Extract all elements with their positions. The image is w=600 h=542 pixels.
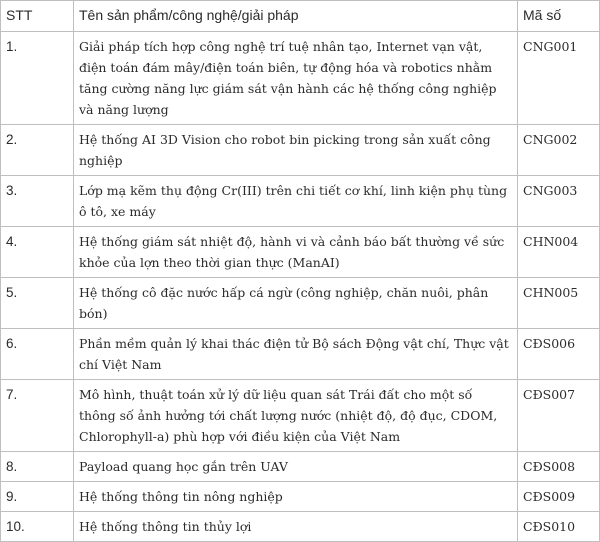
- table-row: [1, 227, 600, 278]
- row-code: CĐS006: [518, 329, 600, 380]
- row-code: CĐS009: [518, 482, 600, 512]
- row-code: CĐS007: [518, 380, 600, 452]
- row-code: CHN005: [518, 278, 600, 329]
- table-row: [1, 380, 600, 452]
- table-row: [1, 32, 600, 125]
- row-stt: 8.: [1, 452, 74, 482]
- row-stt: 7.: [1, 380, 74, 452]
- row-stt: 10.: [1, 512, 74, 542]
- row-name: Phần mềm quản lý khai thác điện tử Bộ sách Động vật chí, Thực vật chí Việt Nam: [74, 329, 518, 380]
- row-code: CNG003: [518, 176, 600, 227]
- row-stt: 1.: [1, 32, 74, 125]
- row-code: CĐS008: [518, 452, 600, 482]
- table-row: [1, 278, 600, 329]
- row-name: Giải pháp tích hợp công nghệ trí tuệ nhân tạo, Internet vạn vật, điện toán đám mây/điện toán biên, tự động hóa và robotics nhằm tăng cường năng lực giám sát vận hành các hệ thống công nghiệp và năng lượng: [74, 32, 518, 125]
- row-name: Mô hình, thuật toán xử lý dữ liệu quan sát Trái đất cho một số thông số ảnh hưởng tới chất lượng nước (nhiệt độ, độ đục, CDOM, Chlorophyll-a) phù hợp với điều kiện của Việt Nam: [74, 380, 518, 452]
- table-row: [1, 329, 600, 380]
- row-stt: 3.: [1, 176, 74, 227]
- row-name: Hệ thống thông tin thủy lợi: [74, 512, 518, 542]
- row-code: CHN004: [518, 227, 600, 278]
- table-header-row: [1, 1, 600, 32]
- row-stt: 6.: [1, 329, 74, 380]
- row-code: CĐS010: [518, 512, 600, 542]
- row-name: Hệ thống cô đặc nước hấp cá ngừ (công nghiệp, chăn nuôi, phân bón): [74, 278, 518, 329]
- header-code: Mã số: [518, 1, 600, 32]
- row-code: CNG001: [518, 32, 600, 125]
- header-stt: STT: [1, 1, 74, 32]
- row-stt: 5.: [1, 278, 74, 329]
- row-name: Payload quang học gắn trên UAV: [74, 452, 518, 482]
- table-row: [1, 512, 600, 542]
- table-row: [1, 176, 600, 227]
- row-name: Hệ thống thông tin nông nghiệp: [74, 482, 518, 512]
- row-stt: 2.: [1, 125, 74, 176]
- row-name: Lớp mạ kẽm thụ động Cr(III) trên chi tiết cơ khí, linh kiện phụ tùng ô tô, xe máy: [74, 176, 518, 227]
- row-name: Hệ thống AI 3D Vision cho robot bin picking trong sản xuất công nghiệp: [74, 125, 518, 176]
- table-row: [1, 482, 600, 512]
- table-row: [1, 125, 600, 176]
- table-row: [1, 452, 600, 482]
- row-code: CNG002: [518, 125, 600, 176]
- row-stt: 9.: [1, 482, 74, 512]
- header-name: Tên sản phẩm/công nghệ/giải pháp: [74, 1, 518, 32]
- row-stt: 4.: [1, 227, 74, 278]
- row-name: Hệ thống giám sát nhiệt độ, hành vi và cảnh báo bất thường về sức khỏe của lợn theo thời gian thực (ManAI): [74, 227, 518, 278]
